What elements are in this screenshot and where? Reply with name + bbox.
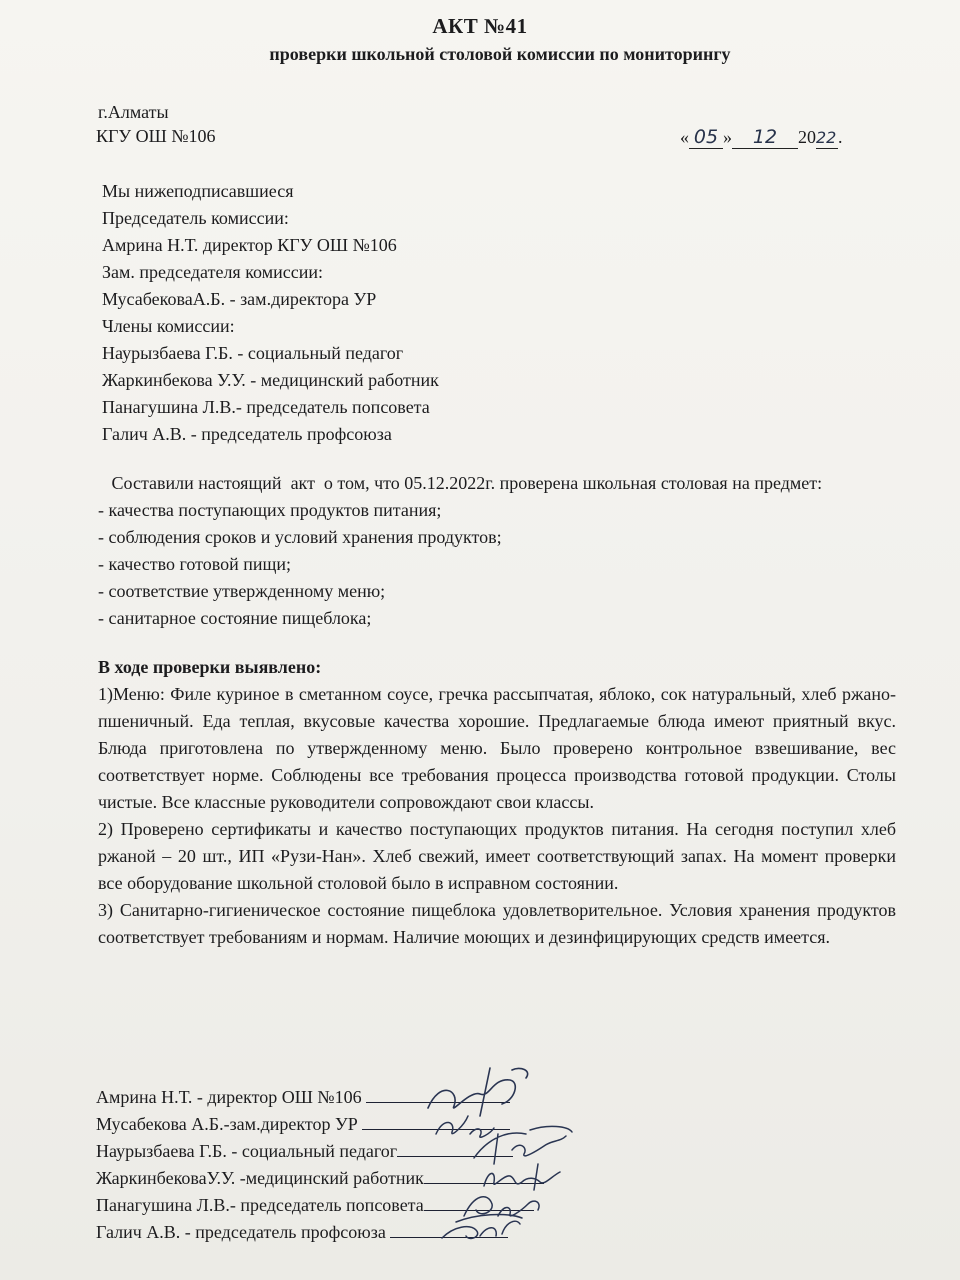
signatory-name: Наурызбаева Г.Б. - социальный педагог (96, 1141, 398, 1161)
date-day: 05 (693, 126, 719, 148)
member-line: Зам. председателя комиссии: (102, 262, 323, 282)
member-line: Панагушина Л.В.- председатель попсовета (102, 397, 430, 417)
member-line: Жаркинбекова У.У. - медицинский работник (102, 370, 439, 390)
member-line: Председатель комиссии: (102, 208, 289, 228)
member-line: МусабековаА.Б. - зам.директора УР (102, 289, 377, 309)
member-line: Члены комиссии: (102, 316, 235, 336)
signatory-name: Амрина Н.Т. - директор ОШ №106 (96, 1087, 362, 1107)
date-month-field (732, 126, 798, 149)
document-date (680, 126, 843, 149)
scope-line: - санитарное состояние пищеблока; (98, 608, 372, 628)
signatory-name: ЖаркинбековаУ.У. -медицинский работник (96, 1168, 424, 1188)
member-line: Наурызбаева Г.Б. - социальный педагог (102, 343, 404, 363)
date-year-prefix: 20 (798, 127, 816, 147)
member-line: Мы нижеподписавшиеся (102, 181, 294, 201)
commission-members (102, 178, 439, 448)
document-subtitle: проверки школьной столовой комиссии по мониторингу (269, 44, 731, 64)
scope-line: - соответствие утвержденному меню; (98, 581, 386, 601)
findings-section (98, 654, 896, 951)
signatory-name: Галич А.В. - председатель профсоюза (96, 1222, 386, 1242)
scope-line: - соблюдения сроков и условий хранения продуктов; (98, 527, 502, 547)
inspection-scope (98, 470, 903, 632)
finding-paragraph: 1)Меню: Филе куриное в сметанном соусе, гречка рассыпчатая, яблоко, сок натуральный, хлеб ржано-пшеничный. Еда теплая, вкусовые качества хорошие. Предлагаемые блюда имеют приятный вкус. Блюда приготовлена по утвержденному меню. Было проверено контрольное взвешивание, вес соответствует норме. Соблюдены все требования процесса производства готовой продукции. Столы чистые. Все классные руководители сопровождают свои классы. (98, 684, 896, 812)
date-dot: . (838, 127, 843, 147)
signatory-name: Панагушина Л.В.- председатель попсовета (96, 1195, 424, 1215)
signatory-name: Мусабекова А.Б.-зам.директор УР (96, 1114, 358, 1134)
findings-heading: В ходе проверки выявлено: (98, 657, 322, 677)
date-month: 12 (752, 126, 778, 148)
date-close-quote: » (723, 127, 732, 147)
finding-paragraph: 2) Проверено сертификаты и качество поступающих продуктов питания. На сегодня поступил хлеб ржаной – 20 шт., ИП «Рузи-Нан». Хлеб свежий, имеет соответствующий запах. На момент проверки все оборудование школьной столовой было в исправном состоянии. (98, 819, 896, 893)
school-name: КГУ ОШ №106 (96, 126, 216, 146)
member-line: Галич А.В. - председатель профсоюза (102, 424, 392, 444)
signature-6 (436, 1210, 526, 1250)
date-open-quote: « (680, 127, 689, 147)
date-year-suffix: 22 (816, 128, 837, 147)
member-line: Амрина Н.Т. директор КГУ ОШ №106 (102, 235, 397, 255)
document-title: АКТ №41 (432, 14, 528, 38)
date-year-field (816, 127, 838, 149)
scope-line: - качества поступающих продуктов питания; (98, 500, 442, 520)
date-day-field (689, 126, 723, 149)
scope-line: - качество готовой пищи; (98, 554, 292, 574)
scope-line: Составили настоящий акт о том, что 05.12.2022г. проверена школьная столовая на предмет: (98, 473, 823, 493)
finding-paragraph: 3) Санитарно-гигиеническое состояние пищеблока удовлетворительное. Условия хранения продуктов соответствует требованиям и нормам. Наличие моющих и дезинфицирующих средств имеется. (98, 900, 896, 947)
city: г.Алматы (98, 102, 169, 122)
